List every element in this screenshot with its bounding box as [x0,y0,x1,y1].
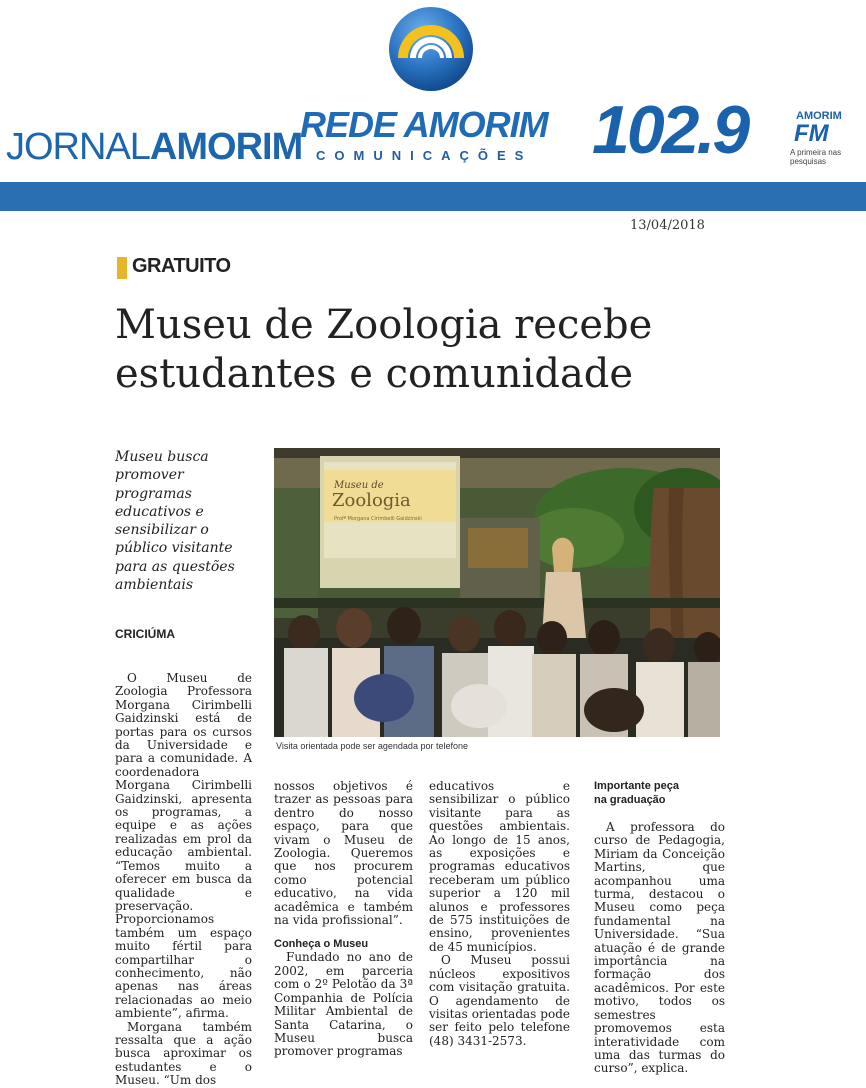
publication-date: 13/04/2018 [630,218,705,233]
paragraph: educativos e sensibilizar o público visitante para as questões ambientais. Ao longo de 15 anos, as exposições e programas educativos receberam um público superior a 120 mil alunos e professores de 575 instituições de ensino, provenientes de 45 municípios. [429,779,570,954]
rede-amorim-title: REDE AMORIM [300,104,548,145]
article-photo [274,448,720,737]
logo-text-amorim: AMORIM [149,126,303,168]
photo-caption: Visita orientada pode ser agendada por telefone [276,741,468,751]
rede-amorim-subtitle: COMUNICAÇÕES [316,148,533,163]
paragraph: Morgana também ressalta que a ação busca aproximar os estudantes e o Museu. “Um dos [115,1019,252,1088]
article-deck: Museu busca promover programas educativos e sensibilizar o público visitante para as questões ambientais [115,449,235,594]
radio-brand: AMORIM [796,110,842,122]
jornal-amorim-logo [6,126,302,169]
logo-text-jornal: JORNAL [6,126,150,168]
paragraph: A professora do curso de Pedagogia, Miriam da Conceição Martins, que acompanhou uma turma, destacou o Museu como peça fundamental na Universidade. “Sua atuação é de grande importância na formação dos acadêmicos. Por este motivo, todos os semestres promovemos esta interatividade com uma das turmas do curso”, explica. [594,820,725,1076]
header-bar [0,182,866,211]
body-column-2 [274,780,413,1059]
dateline: CRICIÚMA [115,627,175,641]
section-tag: GRATUITO [132,255,231,277]
body-column-1 [115,672,252,1088]
radio-frequency: 102.9 [592,92,748,168]
subhead-conheca: Conheça o Museu [274,938,369,951]
paragraph: nossos objetivos é trazer as pessoas para dentro do nosso espaço, para que vivam o Museu de Zoologia. Queremos que nos procurem como potencial educativo, na vida acadêmica e também na vida profissional”. [274,779,413,928]
paragraph: O Museu possui núcleos expositivos com visitação gratuita. O agendamento de visitas orientadas pode ser feito pelo telefone (48) 3431-2573. [429,953,570,1048]
radio-slogan: A primeira nas pesquisas [790,148,842,166]
radio-fm-label: FM [794,120,829,147]
projector-text-1: Museu de [334,480,384,491]
paragraph: Fundado no ano de 2002, em parceria com o 2º Pelotão da 3ª Companhia de Polícia Militar Ambiental de Santa Catarina, o Museu busca promover programas [274,950,413,1059]
rede-amorim-globe-icon [388,6,474,92]
headline: Museu de Zoologia recebe estudantes e comunidade [115,302,653,397]
body-column-3 [429,780,570,1048]
tag-marker [117,257,127,279]
projector-text-3: Profª Morgana Cirimbelli Gaidzinski [334,516,422,522]
subhead-importante-line2: na graduação [594,794,666,806]
projector-text-2: Zoologia [332,490,411,511]
body-column-4 [594,779,725,1076]
subhead-importante-line1: Importante peça [594,780,679,792]
paragraph: O Museu de Zoologia Professora Morgana Cirimbelli Gaidzinski está de portas para os cursos da Universidade e para a comunidade. A coordenadora Morgana Cirimbelli Gaidzinski, apresenta os programas, a equipe e as ações realizadas em prol da educação ambiental. “Temos muito a oferecer em busca da qualidade e preservação. Proporcionamos também um espaço muito fértil para compartilhar o conhecimento, não apenas nas áreas relacionadas ao meio ambiente”, afirma. [115,671,252,1021]
